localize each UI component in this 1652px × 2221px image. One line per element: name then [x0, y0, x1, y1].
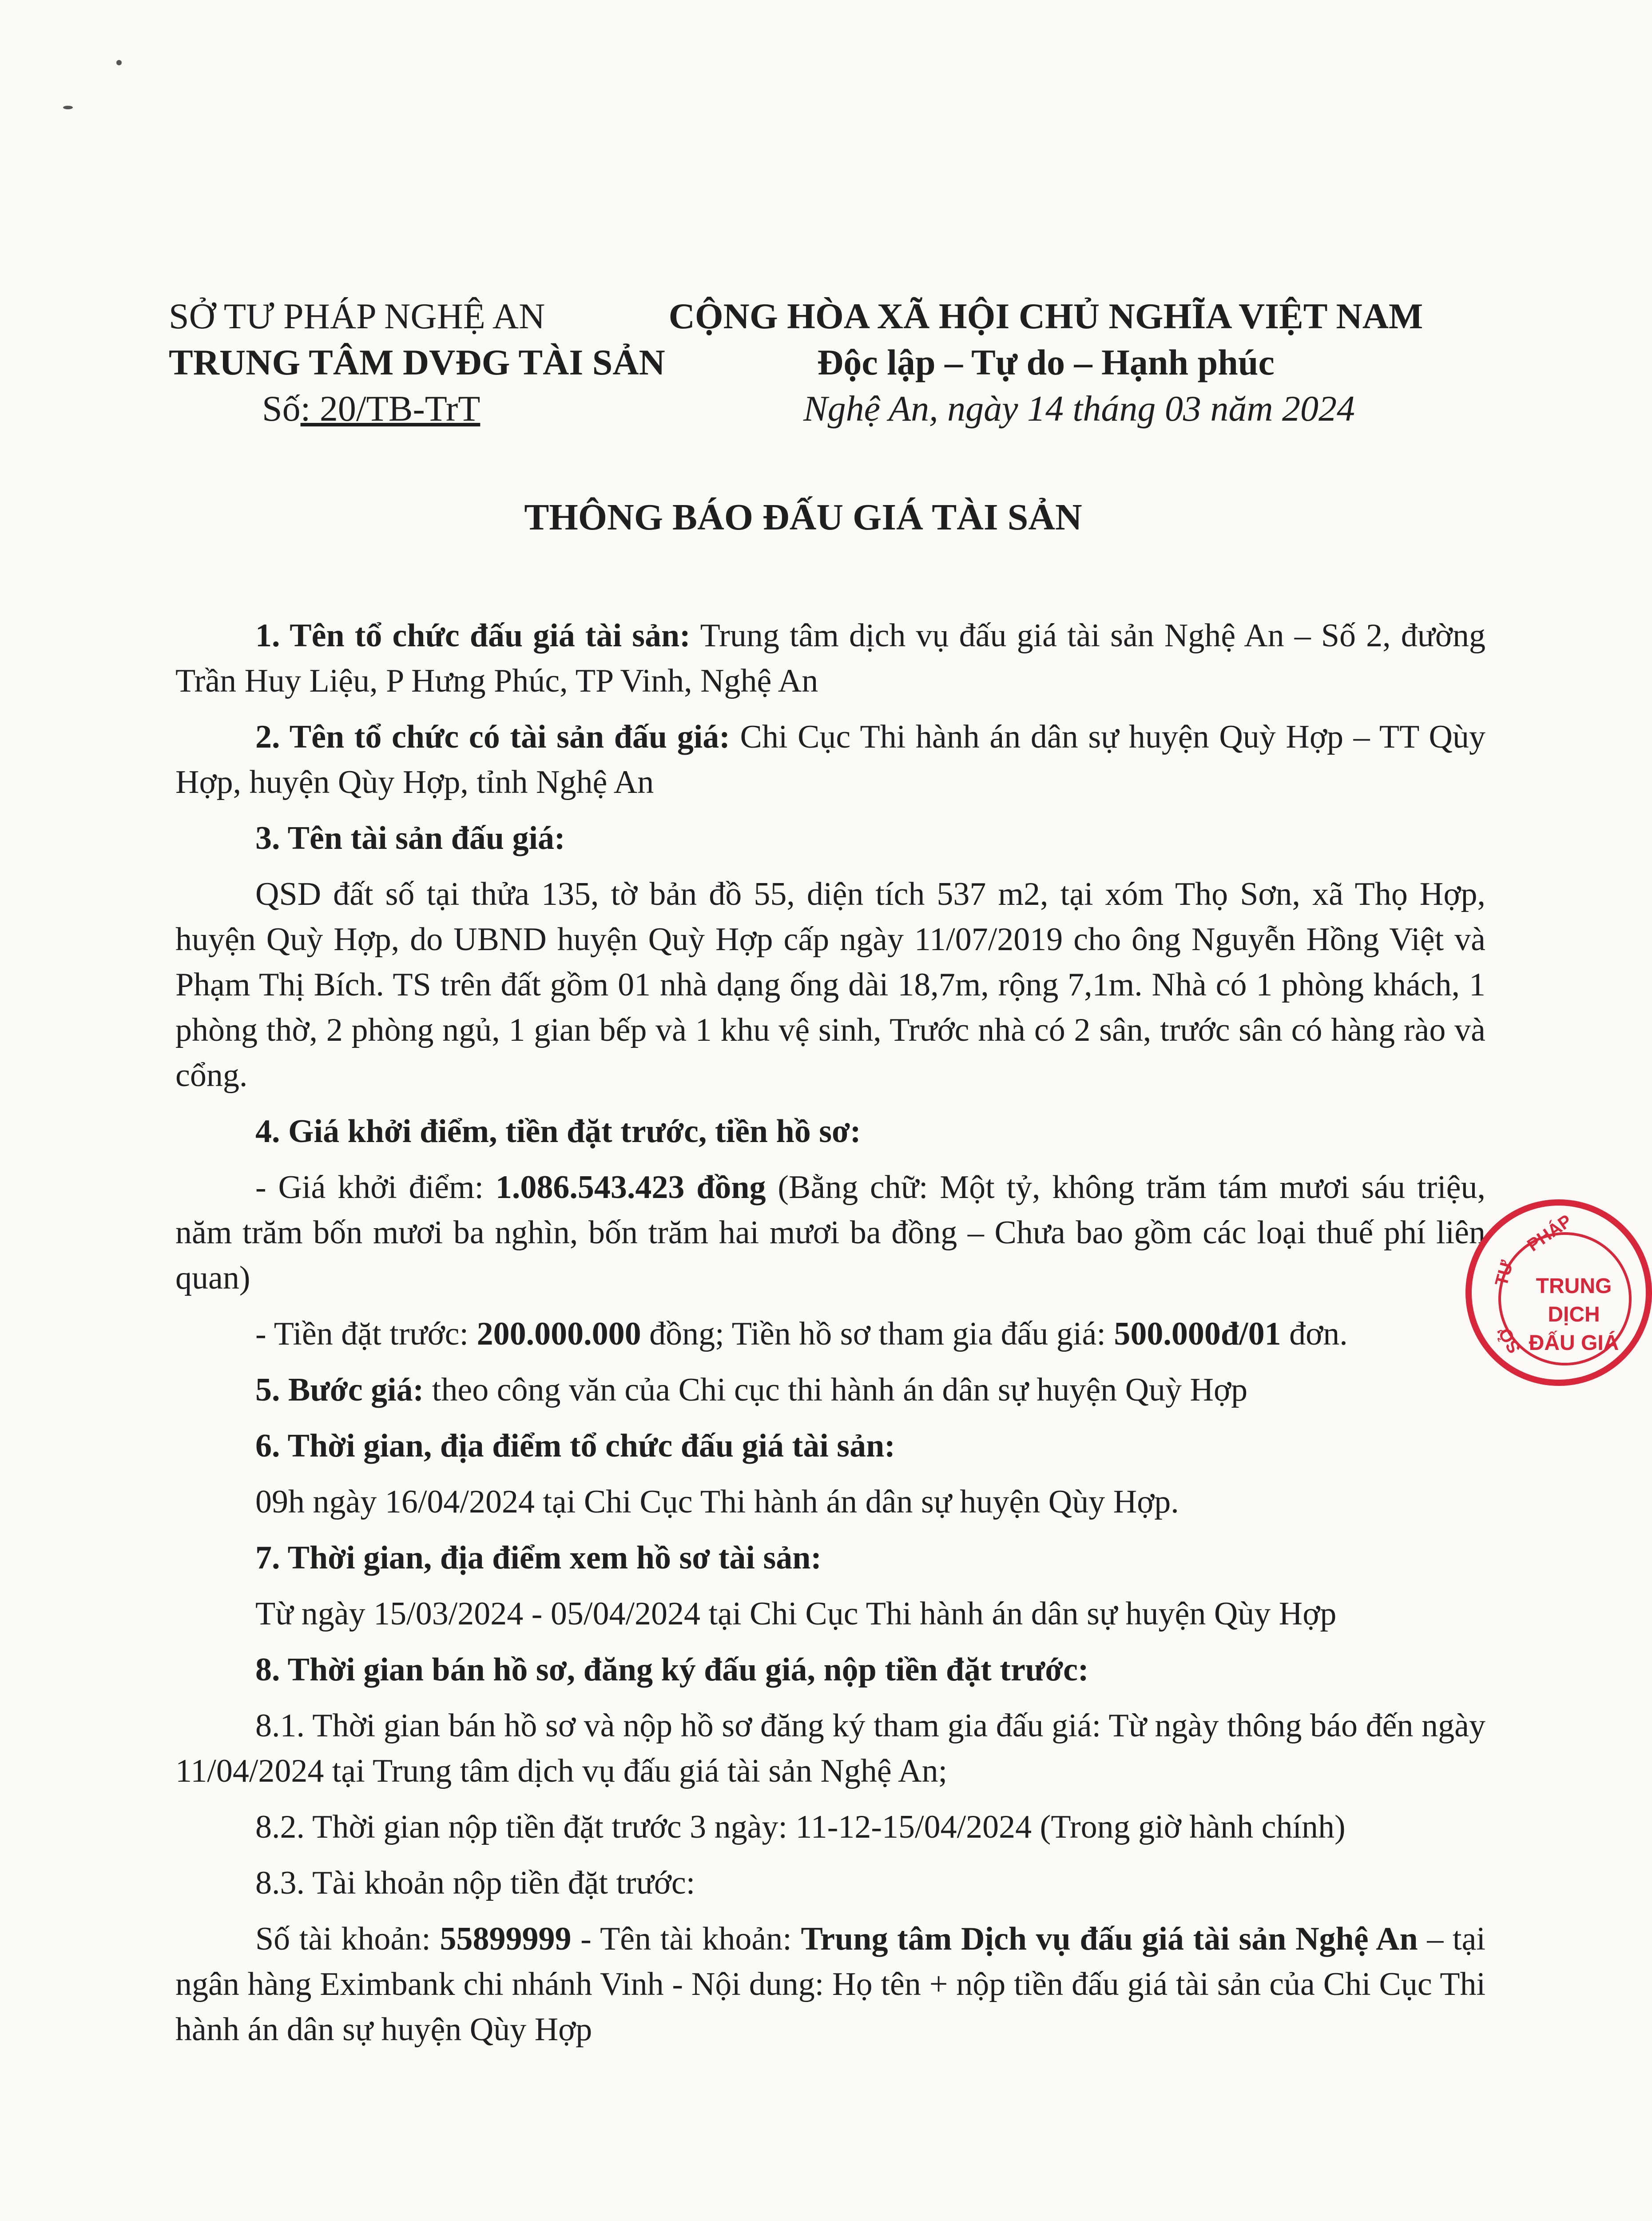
official-stamp: [1465, 1199, 1652, 1386]
fee-suffix: đơn.: [1281, 1316, 1348, 1352]
price-words: (Bằng chữ: Một tỷ, không trăm tám mươi sáu triệu, năm trăm bốn mươi ba nghìn, bốn trăm hai mươi ba đồng – Chưa bao gồm các loại thuế phí liên quan): [175, 1169, 1486, 1296]
deposit-mid: đồng; Tiền hồ sơ tham gia đấu giá:: [641, 1316, 1114, 1352]
section-1-text: Trung tâm dịch vụ đấu giá tài sản Nghệ An – Số 2, đường Trần Huy Liệu, P Hưng Phúc, TP Vinh, Nghệ An: [175, 617, 1485, 699]
section-2-text: Chi Cục Thi hành án dân sự huyện Quỳ Hợp – TT Qùy Hợp, huyện Qùy Hợp, tỉnh Nghệ An: [175, 719, 1485, 800]
section-1-label: 1. Tên tổ chức đấu giá tài sản:: [255, 617, 691, 654]
stamp-line-3: ĐẤU GIÁ: [1529, 1331, 1619, 1355]
section-3-label: 3. Tên tài sản đấu giá:: [255, 820, 565, 856]
section-6-heading: [175, 1423, 1485, 1469]
document-body: [175, 613, 1485, 2063]
deposit-line: [175, 1311, 1485, 1357]
price-value: 1.086.543.423 đồng: [495, 1169, 766, 1206]
document-date: Nghệ An, ngày 14 tháng 03 năm 2024: [803, 388, 1355, 429]
section-3-text: QSD đất số tại thửa 135, tờ bản đồ 55, diện tích 537 m2, tại xóm Thọ Sơn, xã Thọ Hợp, huyện Quỳ Hợp, do UBND huyện Quỳ Hợp cấp ngày 11/07/2019 cho ông Nguyễn Hồng Việt và Phạm Thị Bích. TS trên đất gồm 01 nhà dạng ống dài 18,7m, rộng 7,1m. Nhà có 1 phòng khách, 1 phòng thờ, 2 phòng ngủ, 1 gian bếp và 1 khu vệ sinh, Trước nhà có 2 sân, trước sân có hàng rào và cổng.: [175, 876, 1485, 1094]
stamp-line-1: TRUNG: [1536, 1274, 1612, 1298]
account-prefix: Số tài khoản:: [255, 1921, 440, 1957]
stamp-side-text-2: SỞ: [1494, 1323, 1525, 1357]
section-6-text: 09h ngày 16/04/2024 tại Chi Cục Thi hành án dân sự huyện Qùy Hợp.: [255, 1484, 1179, 1520]
account-name: Trung tâm Dịch vụ đấu giá tài sản Nghệ An: [801, 1921, 1418, 1957]
section-8-heading: [175, 1647, 1485, 1692]
section-4-heading: [175, 1109, 1485, 1154]
number-prefix: Số: [262, 388, 301, 429]
section-5-label: 5. Bước giá:: [255, 1372, 424, 1408]
section-8-1: 8.1. Thời gian bán hồ sơ và nộp hồ sơ đăng ký tham gia đấu giá: Từ ngày thông báo đến ngày 11/04/2024 tại Trung tâm dịch vụ đấu giá tài sản Nghệ An;: [175, 1708, 1485, 1789]
section-7-heading: [175, 1535, 1485, 1580]
account-rest: – tại ngân hàng Eximbank chi nhánh Vinh - Nội dung: Họ tên + nộp tiền đấu giá tài sản của Chi Cục Thi hành án dân sự huyện Qùy Hợp: [175, 1921, 1485, 2048]
national-motto: Độc lập – Tự do – Hạnh phúc: [817, 342, 1275, 382]
number-value: : 20/TB-TrT: [300, 388, 481, 429]
section-6-label: 6. Thời gian, địa điểm tổ chức đấu giá tài sản:: [255, 1428, 895, 1464]
scan-speck: [116, 60, 122, 65]
section-2: [175, 714, 1485, 805]
stamp-text: [1516, 1272, 1632, 1357]
document-number: [169, 386, 693, 432]
section-2-label: 2. Tên tổ chức có tài sản đấu giá:: [255, 719, 730, 755]
deposit-prefix: - Tiền đặt trước:: [255, 1316, 477, 1352]
agency-name: SỞ TƯ PHÁP NGHỆ AN: [169, 296, 545, 336]
account-number: 55899999: [440, 1921, 572, 1957]
country-name: CỘNG HÒA XÃ HỘI CHỦ NGHĨA VIỆT NAM: [668, 296, 1423, 336]
deposit-value: 200.000.000: [477, 1316, 641, 1352]
stamp-line-2: DỊCH: [1548, 1303, 1600, 1326]
center-name: TRUNG TÂM DVĐG TÀI SẢN: [169, 342, 665, 382]
section-8-3: 8.3. Tài khoản nộp tiền đặt trước:: [255, 1865, 695, 1901]
header-right: [657, 293, 1434, 432]
section-5-text: theo công văn của Chi cục thi hành án dân sự huyện Quỳ Hợp: [424, 1372, 1248, 1408]
section-1: [175, 613, 1485, 704]
fee-value: 500.000đ/01: [1114, 1316, 1281, 1352]
document-title: THÔNG BÁO ĐẤU GIÁ TÀI SẢN: [524, 497, 1082, 538]
section-5: [175, 1367, 1485, 1413]
stamp-side-text: TƯ: [1491, 1258, 1517, 1288]
stamp-arc-text: PHÁP: [1524, 1211, 1576, 1255]
price-prefix: - Giá khởi điểm:: [255, 1169, 496, 1206]
section-8-label: 8. Thời gian bán hồ sơ, đăng ký đấu giá, nộp tiền đặt trước:: [255, 1652, 1089, 1688]
bank-account: [175, 1916, 1485, 2052]
section-7-text: Từ ngày 15/03/2024 - 05/04/2024 tại Chi Cục Thi hành án dân sự huyện Qùy Hợp: [255, 1596, 1337, 1632]
header-left: [169, 293, 693, 432]
section-8-2: 8.2. Thời gian nộp tiền đặt trước 3 ngày: 11-12-15/04/2024 (Trong giờ hành chính): [255, 1809, 1346, 1845]
section-7-label: 7. Thời gian, địa điểm xem hồ sơ tài sản:: [255, 1540, 822, 1576]
section-4-label: 4. Giá khởi điểm, tiền đặt trước, tiền hồ sơ:: [255, 1113, 861, 1150]
section-3-heading: [175, 816, 1485, 861]
starting-price: [175, 1165, 1485, 1301]
scan-speck: [63, 106, 73, 109]
account-mid: - Tên tài khoản:: [571, 1921, 801, 1957]
